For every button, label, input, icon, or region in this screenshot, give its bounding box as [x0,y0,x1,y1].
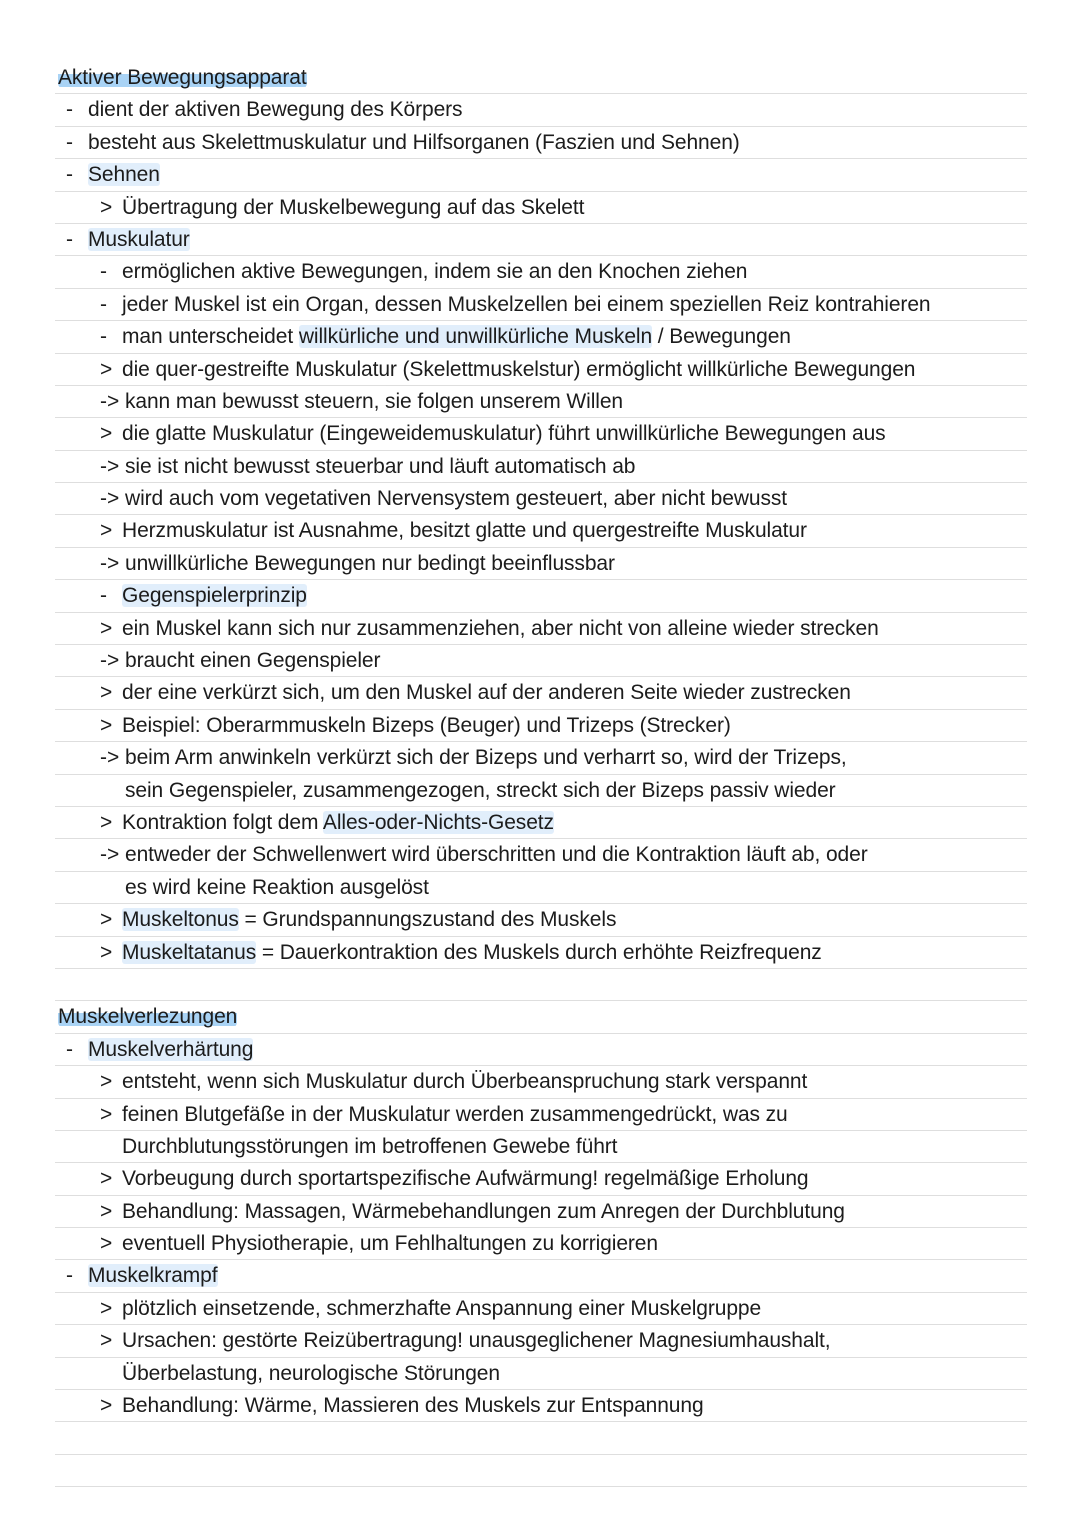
note-text [88,98,462,122]
highlighted-term: Muskelkrampf [88,1264,218,1288]
note-line [0,386,1080,418]
text-segment: feinen Blutgefäße in der Muskulatur werden zusammengedrückt, was zu [122,1102,788,1126]
dash-bullet-icon: - [100,584,107,608]
chevron-bullet-icon: > [100,357,113,381]
note-line [0,904,1080,936]
notes-page [0,62,1080,1487]
text-segment: Behandlung: Wärme, Massieren des Muskels zur Entspannung [122,1394,704,1418]
empty-ruled-line [0,969,1080,1001]
note-line [0,127,1080,159]
note-text [125,390,623,414]
note-text [122,519,807,543]
note-line [0,937,1080,969]
highlighted-term: Muskelverlezungen [58,1005,238,1029]
text-segment: Beispiel: Oberarmmuskeln Bizeps (Beuger) und Trizeps (Strecker) [122,713,731,737]
chevron-bullet-icon: > [100,713,113,737]
text-segment: die quer-gestreifte Muskulatur (Skelettmuskelstur) ermöglicht willkürliche Bewegungen [122,357,916,381]
note-line [0,1163,1080,1195]
note-text [88,163,160,187]
note-text [88,131,740,155]
note-text [122,714,731,738]
note-text [122,1329,831,1353]
note-text [125,455,635,479]
note-text [122,293,930,317]
arrow-bullet-icon: -> [100,551,120,575]
text-segment: Kontraktion folgt dem [122,810,323,834]
text-segment: entsteht, wenn sich Muskulatur durch Überbeanspruchung stark verspannt [122,1070,808,1094]
empty-ruled-line [0,1455,1080,1487]
note-line [0,872,1080,904]
chevron-bullet-icon: > [100,1167,113,1191]
highlighted-term: Alles-oder-Nichts-Gesetz [322,810,554,834]
dash-bullet-icon: - [100,325,107,349]
text-segment: Ursachen: gestörte Reizübertragung! unausgeglichener Magnesiumhaushalt, [122,1329,831,1353]
note-text [122,681,851,705]
chevron-bullet-icon: > [100,810,113,834]
text-segment: braucht einen Gegenspieler [125,649,381,673]
text-segment: ermöglichen aktive Bewegungen, indem sie an den Knochen ziehen [122,260,748,284]
note-line [0,192,1080,224]
note-text [122,358,915,382]
note-text [88,228,190,252]
note-text [125,746,847,770]
chevron-bullet-icon: > [100,1394,113,1418]
chevron-bullet-icon: > [100,1102,113,1126]
note-line [0,483,1080,515]
section-heading [58,66,307,90]
note-text [122,1232,658,1256]
note-text [122,325,791,349]
dash-bullet-icon: - [66,227,73,251]
text-segment: eventuell Physiotherapie, um Fehlhaltungen zu korrigieren [122,1232,658,1256]
note-text [122,941,822,965]
note-text [122,1394,704,1418]
note-text [122,1200,845,1224]
dash-bullet-icon: - [100,292,107,316]
text-segment: die glatte Muskulatur (Eingeweidemuskulatur) führt unwillkürliche Bewegungen aus [122,422,886,446]
chevron-bullet-icon: > [100,616,113,640]
arrow-bullet-icon: -> [100,649,120,673]
note-text [125,876,429,900]
arrow-bullet-icon: -> [100,487,120,511]
note-text [122,811,554,835]
highlighted-term: Muskulatur [88,227,190,251]
text-segment: plötzlich einsetzende, schmerzhafte Anspannung einer Muskelgruppe [122,1296,762,1320]
note-text [122,584,307,608]
note-text [122,908,616,932]
note-text [122,1167,809,1191]
note-text [125,843,868,867]
note-line [0,548,1080,580]
dash-bullet-icon: - [66,130,73,154]
empty-ruled-line [0,1422,1080,1454]
note-line [0,580,1080,612]
text-segment: / Bewegungen [652,325,791,349]
text-segment: jeder Muskel ist ein Organ, dessen Muskelzellen bei einem speziellen Reiz kontrahieren [122,292,931,316]
note-line [0,1066,1080,1098]
dash-bullet-icon: - [66,1037,73,1061]
highlighted-term: willkürliche und unwillkürliche Muskeln [298,325,653,349]
text-segment: sie ist nicht bewusst steuerbar und läuft automatisch ab [125,454,636,478]
note-line [0,1099,1080,1131]
note-line [0,1260,1080,1292]
note-text [88,1264,218,1288]
chevron-bullet-icon: > [100,1232,113,1256]
note-line [0,321,1080,353]
note-line [0,613,1080,645]
note-text [125,649,380,673]
note-line [0,451,1080,483]
note-text [122,1135,617,1159]
text-segment: dient der aktiven Bewegung des Körpers [88,98,463,122]
chevron-bullet-icon: > [100,1199,113,1223]
chevron-bullet-icon: > [100,195,113,219]
section-heading-line [0,1001,1080,1033]
note-line [0,1228,1080,1260]
text-segment: Überbelastung, neurologische Störungen [122,1361,500,1385]
note-line [0,1196,1080,1228]
arrow-bullet-icon: -> [100,746,120,770]
note-line [0,1293,1080,1325]
note-text [125,552,615,576]
chevron-bullet-icon: > [100,1329,113,1353]
arrow-bullet-icon: -> [100,389,120,413]
note-text [88,1038,253,1062]
note-line [0,645,1080,677]
note-text [122,422,886,446]
section-heading [58,1005,237,1029]
text-segment: kann man bewusst steuern, sie folgen unserem Willen [125,389,623,413]
note-text [122,1362,500,1386]
text-segment: Behandlung: Massagen, Wärmebehandlungen zum Anregen der Durchblutung [122,1199,845,1223]
note-text [125,779,836,803]
note-line [0,1325,1080,1357]
note-line [0,742,1080,774]
note-line [0,256,1080,288]
text-segment: unwillkürliche Bewegungen nur bedingt beeinflussbar [125,551,615,575]
dash-bullet-icon: - [66,1264,73,1288]
highlighted-term: Gegenspielerprinzip [122,584,307,608]
text-segment: der eine verkürzt sich, um den Muskel auf der anderen Seite wieder zustrecken [122,681,851,705]
note-line [0,1358,1080,1390]
note-line [0,1034,1080,1066]
text-segment: = Grundspannungszustand des Muskels [238,908,617,932]
text-segment: = Dauerkontraktion des Muskels durch erhöhte Reizfrequenz [256,940,822,964]
text-segment: sein Gegenspieler, zusammengezogen, streckt sich der Bizeps passiv wieder [125,778,836,802]
note-line [0,418,1080,450]
text-segment: es wird keine Reaktion ausgelöst [125,875,429,899]
section-heading-line [0,62,1080,94]
note-line [0,94,1080,126]
chevron-bullet-icon: > [100,908,113,932]
text-segment: besteht aus Skelettmuskulatur und Hilfsorganen (Faszien und Sehnen) [88,130,740,154]
chevron-bullet-icon: > [100,519,113,543]
arrow-bullet-icon: -> [100,843,120,867]
note-line [0,354,1080,386]
note-line [0,224,1080,256]
dash-bullet-icon: - [66,163,73,187]
highlighted-term: Aktiver Bewegungsapparat [58,66,307,89]
highlighted-term: Muskeltatanus [122,940,257,964]
highlighted-term: Muskeltonus [122,908,239,932]
text-segment: beim Arm anwinkeln verkürzt sich der Bizeps und verharrt so, wird der Trizeps, [125,746,847,770]
text-segment: Übertragung der Muskelbewegung auf das Skelett [122,195,585,219]
chevron-bullet-icon: > [100,681,113,705]
note-line [0,515,1080,547]
text-segment: wird auch vom vegetativen Nervensystem gesteuert, aber nicht bewusst [125,487,788,511]
note-line [0,1131,1080,1163]
highlighted-term: Sehnen [88,163,160,187]
chevron-bullet-icon: > [100,940,113,964]
note-text [122,196,584,220]
text-segment: man unterscheidet [122,325,299,349]
text-segment: Herzmuskulatur ist Ausnahme, besitzt glatte und quergestreifte Muskulatur [122,519,807,543]
note-text [122,1297,761,1321]
note-text [122,1103,788,1127]
note-text [122,1070,807,1094]
note-text [125,487,787,511]
note-line [0,839,1080,871]
note-line [0,159,1080,191]
chevron-bullet-icon: > [100,422,113,446]
text-segment: Vorbeugung durch sportartspezifische Aufwärmung! regelmäßige Erholung [122,1167,809,1191]
text-segment: ein Muskel kann sich nur zusammenziehen, aber nicht von alleine wieder strecken [122,616,879,640]
dash-bullet-icon: - [66,98,73,122]
arrow-bullet-icon: -> [100,454,120,478]
note-text [122,617,879,641]
note-line [0,807,1080,839]
note-line [0,289,1080,321]
chevron-bullet-icon: > [100,1070,113,1094]
text-segment: Durchblutungsstörungen im betroffenen Gewebe führt [122,1134,618,1158]
note-line [0,677,1080,709]
chevron-bullet-icon: > [100,1296,113,1320]
note-text [122,260,747,284]
highlighted-term: Muskelverhärtung [88,1037,254,1061]
dash-bullet-icon: - [100,260,107,284]
note-line [0,775,1080,807]
text-segment: entweder der Schwellenwert wird überschritten und die Kontraktion läuft ab, oder [125,843,868,867]
note-line [0,1390,1080,1422]
note-line [0,710,1080,742]
